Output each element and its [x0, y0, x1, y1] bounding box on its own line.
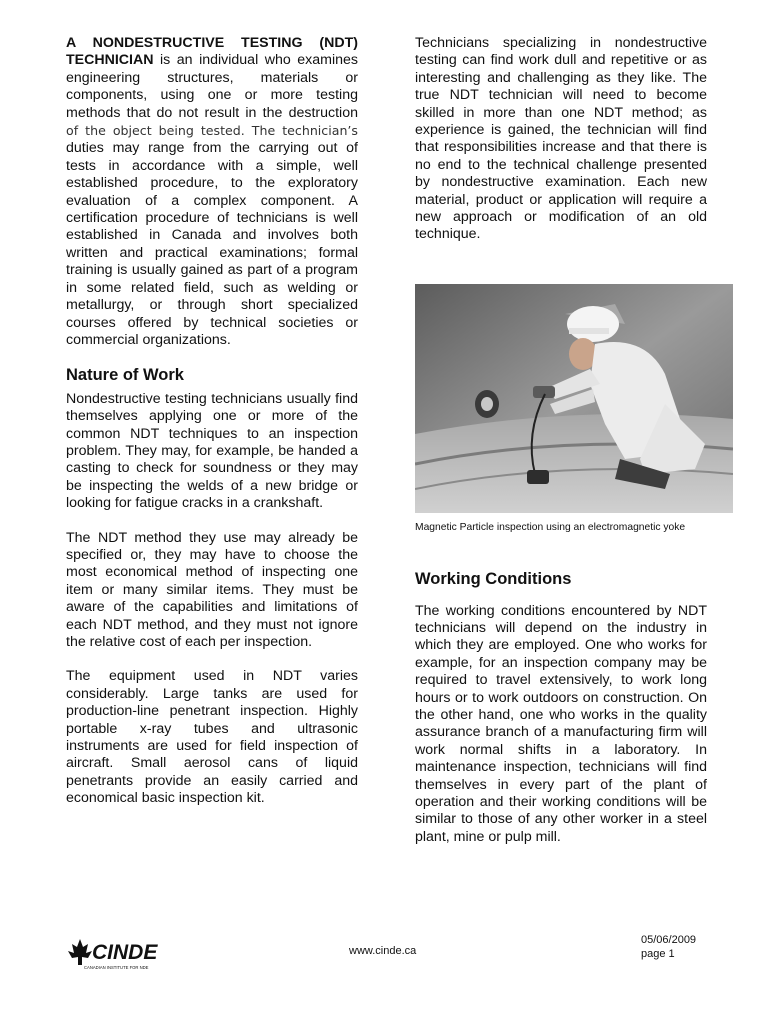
nature-paragraph-1: Nondestructive testing technicians usually find themselves applying one or more of the common NDT techniques to an inspection problem. They may, for example, be handed a casting to check for soundness or they may be inspecting the welds of a new bridge or looking for fatigue cracks in a crankshaft. — [66, 390, 358, 512]
intro-lead: A NONDESTRUCTIVE TESTING (NDT) TECHNICIAN — [66, 35, 358, 69]
right-column-intro — [415, 35, 707, 244]
intro-tail: duties may range from the carrying out of tests in accordance with a simple, well established procedure, to the exploratory evaluation of a complex component. A certification procedure of technicians is well established in Canada and involves both written and practical examinations; formal training is usually gained as part of a program in some related field, such as welding or metallurgy, or through short specialized courses offered by technical societies or commercial organizations. — [66, 140, 358, 348]
conditions-heading: Working Conditions — [415, 570, 572, 588]
conditions-paragraph: The working conditions encountered by NDT technicians will depend on the industry in which they are employed. One who works for example, for an inspection company may be required to travel extensively, to work long hours or to work outdoors on construction. On the other hand, one who works in the quality assurance branch of a manufacturing firm will work normal shifts in a laboratory. In maintenance inspection, technicians will find themselves in every part of the plant of operation and their working conditions will be similar to those of any other worker in a steel plant, mine or pulp mill. — [415, 602, 707, 845]
maple-leaf-icon — [66, 935, 166, 975]
footer-url: www.cinde.ca — [349, 945, 417, 957]
nature-paragraph-2: The NDT method they use may already be specified or, they may have to choose the most economical method of inspecting one item or many similar items. They must be aware of the capabilities and limitations of each NDT method, and they must not ignore the relative cost of each per inspection. — [66, 529, 358, 650]
footer-page: page 1 — [641, 948, 675, 960]
right-intro-paragraph: Technicians specializing in nondestructive testing can find work dull and repetitive or as interesting and challenging as they like. The true NDT technician will need to become skilled in more than one NDT method; as experience is gained, the technician will find that responsibilities increase and that there is no end to the technical challenge presented by nondestructive examination. Each new material, product or application will require a new approach or modification of an old technique. — [415, 35, 707, 243]
cinde-logo — [66, 935, 166, 975]
working-conditions-section — [415, 553, 707, 860]
intro-paragraph — [66, 35, 358, 349]
left-column — [66, 35, 358, 808]
intro-soft: of the object being tested. The technician’s — [66, 123, 358, 139]
photo-caption: Magnetic Particle inspection using an electromagnetic yoke — [415, 522, 686, 533]
intro-mid: is an individual who examines engineering structures, materials or components, using one or more testing methods that do not result in the destruction — [66, 52, 358, 121]
nature-heading: Nature of Work — [66, 366, 184, 385]
nature-paragraph-3: The equipment used in NDT varies considerably. Large tanks are used for production-line penetrant inspection. Highly portable x-ray tubes and ultrasonic instruments are used for field inspection of aircraft. Small aerosol cans of liquid penetrants provide an easily carried and economical basic inspection kit. — [66, 668, 358, 807]
technician-photo-illustration — [415, 284, 733, 513]
footer-date-block — [641, 933, 696, 961]
inspection-photo — [415, 284, 733, 513]
footer-date: 05/06/2009 — [641, 934, 697, 946]
logo-text: CINDE — [92, 941, 158, 964]
logo-subtext: CANADIAN INSTITUTE FOR NDE — [84, 965, 149, 970]
